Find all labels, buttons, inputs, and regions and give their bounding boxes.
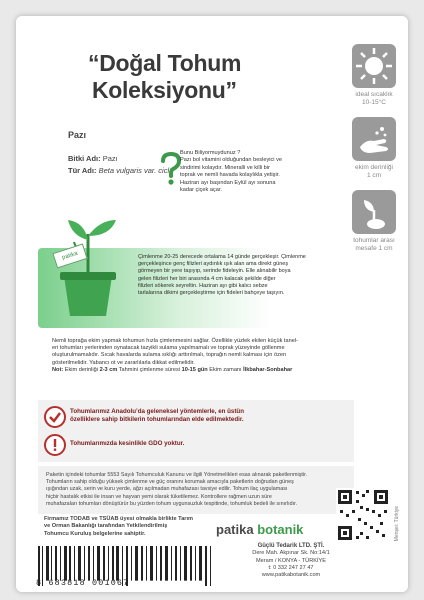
temperature-label: ideal sıcaklık 10-15°C [355, 91, 393, 106]
growing-info-sidebar [348, 44, 400, 263]
barcode-number: 8 683818 001067 [36, 578, 130, 588]
qr-code-icon [336, 488, 390, 542]
seed-hand-icon [352, 117, 396, 161]
product-name: Pazı [68, 130, 87, 140]
qr-label: Menşei: Türkiye [394, 506, 400, 542]
title-line-1: “Doğal Tohum [88, 50, 242, 76]
legal-text: Paketin içindeki tohumlar 5553 Sayılı Tohumculuk Kanunu ve ilgili Yönetmelikleri esas alınarak paketlenmiştir. Tohumların sahip olduğu yüksek çimlenme ve güç oranını korumak amacıyla paketlerin doğrudan güneş ışığından uzak, serin ve kuru yerde, ağzı açılmadan muhafazası tavsiye edilir. Tohum ilaç uygulaması hiçbir hastalık etkisi ile insan ve hayvan yemi olarak tüketilemez. Kontrollere rağmen uzun süre muhafazaları tohumları dönüştürür bu yüzden tohum uygunsuzluk tespitinde, tohumluk bedeli ile sınırlıdır. [38, 466, 354, 514]
firm-certification: Firmamız TODAB ve TSÜAB üyesi olmakla birlikte Tarım ve Orman Bakanlığı tarafından Yetkilendirilmiş Tohumcu Kuruluş belgelerine sahiptir. [44, 516, 194, 537]
species-field: Tür Adı: Beta vulgaris var. cicla [68, 166, 174, 175]
patika-sign: patika [52, 243, 87, 268]
warning-icon [44, 434, 66, 456]
cultivation-info: Nemli toprağa ekim yapmak tohumun hızla çimlenmesini sağlar. Özellikle yüzlek ekilen küçük tanel- eri tohumları yerlerinden oynatacak tazyikli sulama yapılmamalı ve toprak yüzeyinde göllenme oluşturulmamalıdır. Sıcak havalarda sulama sıklığı arttırılmalı, toprağın nemli kalması için özen gösterilmelidir. Yabancı ot ve zararlılarla dikkat edilmelidir. Not: Ekim derinliği 2-3 cm Tahmini çimlenme süresi 10-15 gün Ekim zamanı İlkbahar-Sonbahar [52, 338, 352, 374]
company-info: Güçlü Tedarik LTD. ŞTİ. Dere Mah. Akpınar Sk. No:14/1 Meram / KONYA - TÜRKİYE t: 0 332 247 27 47 www.patikabotanik.com [252, 543, 330, 579]
cultivation-note: Not: Ekim derinliği 2-3 cm Tahmini çimlenme süresi 10-15 gün Ekim zamanı İlkbahar-Sonbahar [52, 366, 293, 373]
seed-packet [16, 16, 408, 592]
collection-title [88, 50, 318, 104]
germination-text: Çimlenme 20-25 derecede ortalama 14 günde gerçekleşir. Çimlenme gerçekleşince genç filizleri aydınlık ışık alan ama direkt güneş görmeyen bir yere taşıyıp, serinde fideleyin. Elle alınabilir boya gelen filizleri her biri arasında 4 cm kalacak şekilde diğer filizleri sökerek seyreltin. Haziran ayı gibi kalıcı sebze tarlalarına dikimi gerçekleştirme için fideleri bahçeye taşıyın. [138, 254, 306, 297]
sowing-depth-label: ekim derinliği 1 cm [355, 164, 393, 179]
seed-spacing-label: tohumlar arası mesafe 1 cm [353, 237, 395, 252]
claim-traditional: Tohumlarımız Anadolu’da geleneksel yöntemlerle, en üstün özelliklere sahip bitkilerin tohumlarından elde edilmektedir. [70, 408, 244, 424]
brand-logo: patika botanik [216, 522, 304, 537]
sprout-icon [352, 190, 396, 234]
claim-no-gmo: Tohumlarımızda kesinlikle GDO yoktur. [70, 440, 185, 447]
did-you-know-box: Bunu Biliyormuydunuz ? Pazı bol vitamini olduğundan besleyici ve sindirimi kolaydır. Mineralli ve killi bir toprak ve nemli havada kolaylıkla yetişir. Haziran ayı başından Eylül ayı sonuna kadar çiçek açar. [180, 150, 282, 194]
title-line-2: Koleksiyonu” [92, 77, 237, 103]
plant-name-field: Bitki Adı: Pazı [68, 154, 118, 163]
sun-icon [352, 44, 396, 88]
check-icon [44, 406, 66, 428]
